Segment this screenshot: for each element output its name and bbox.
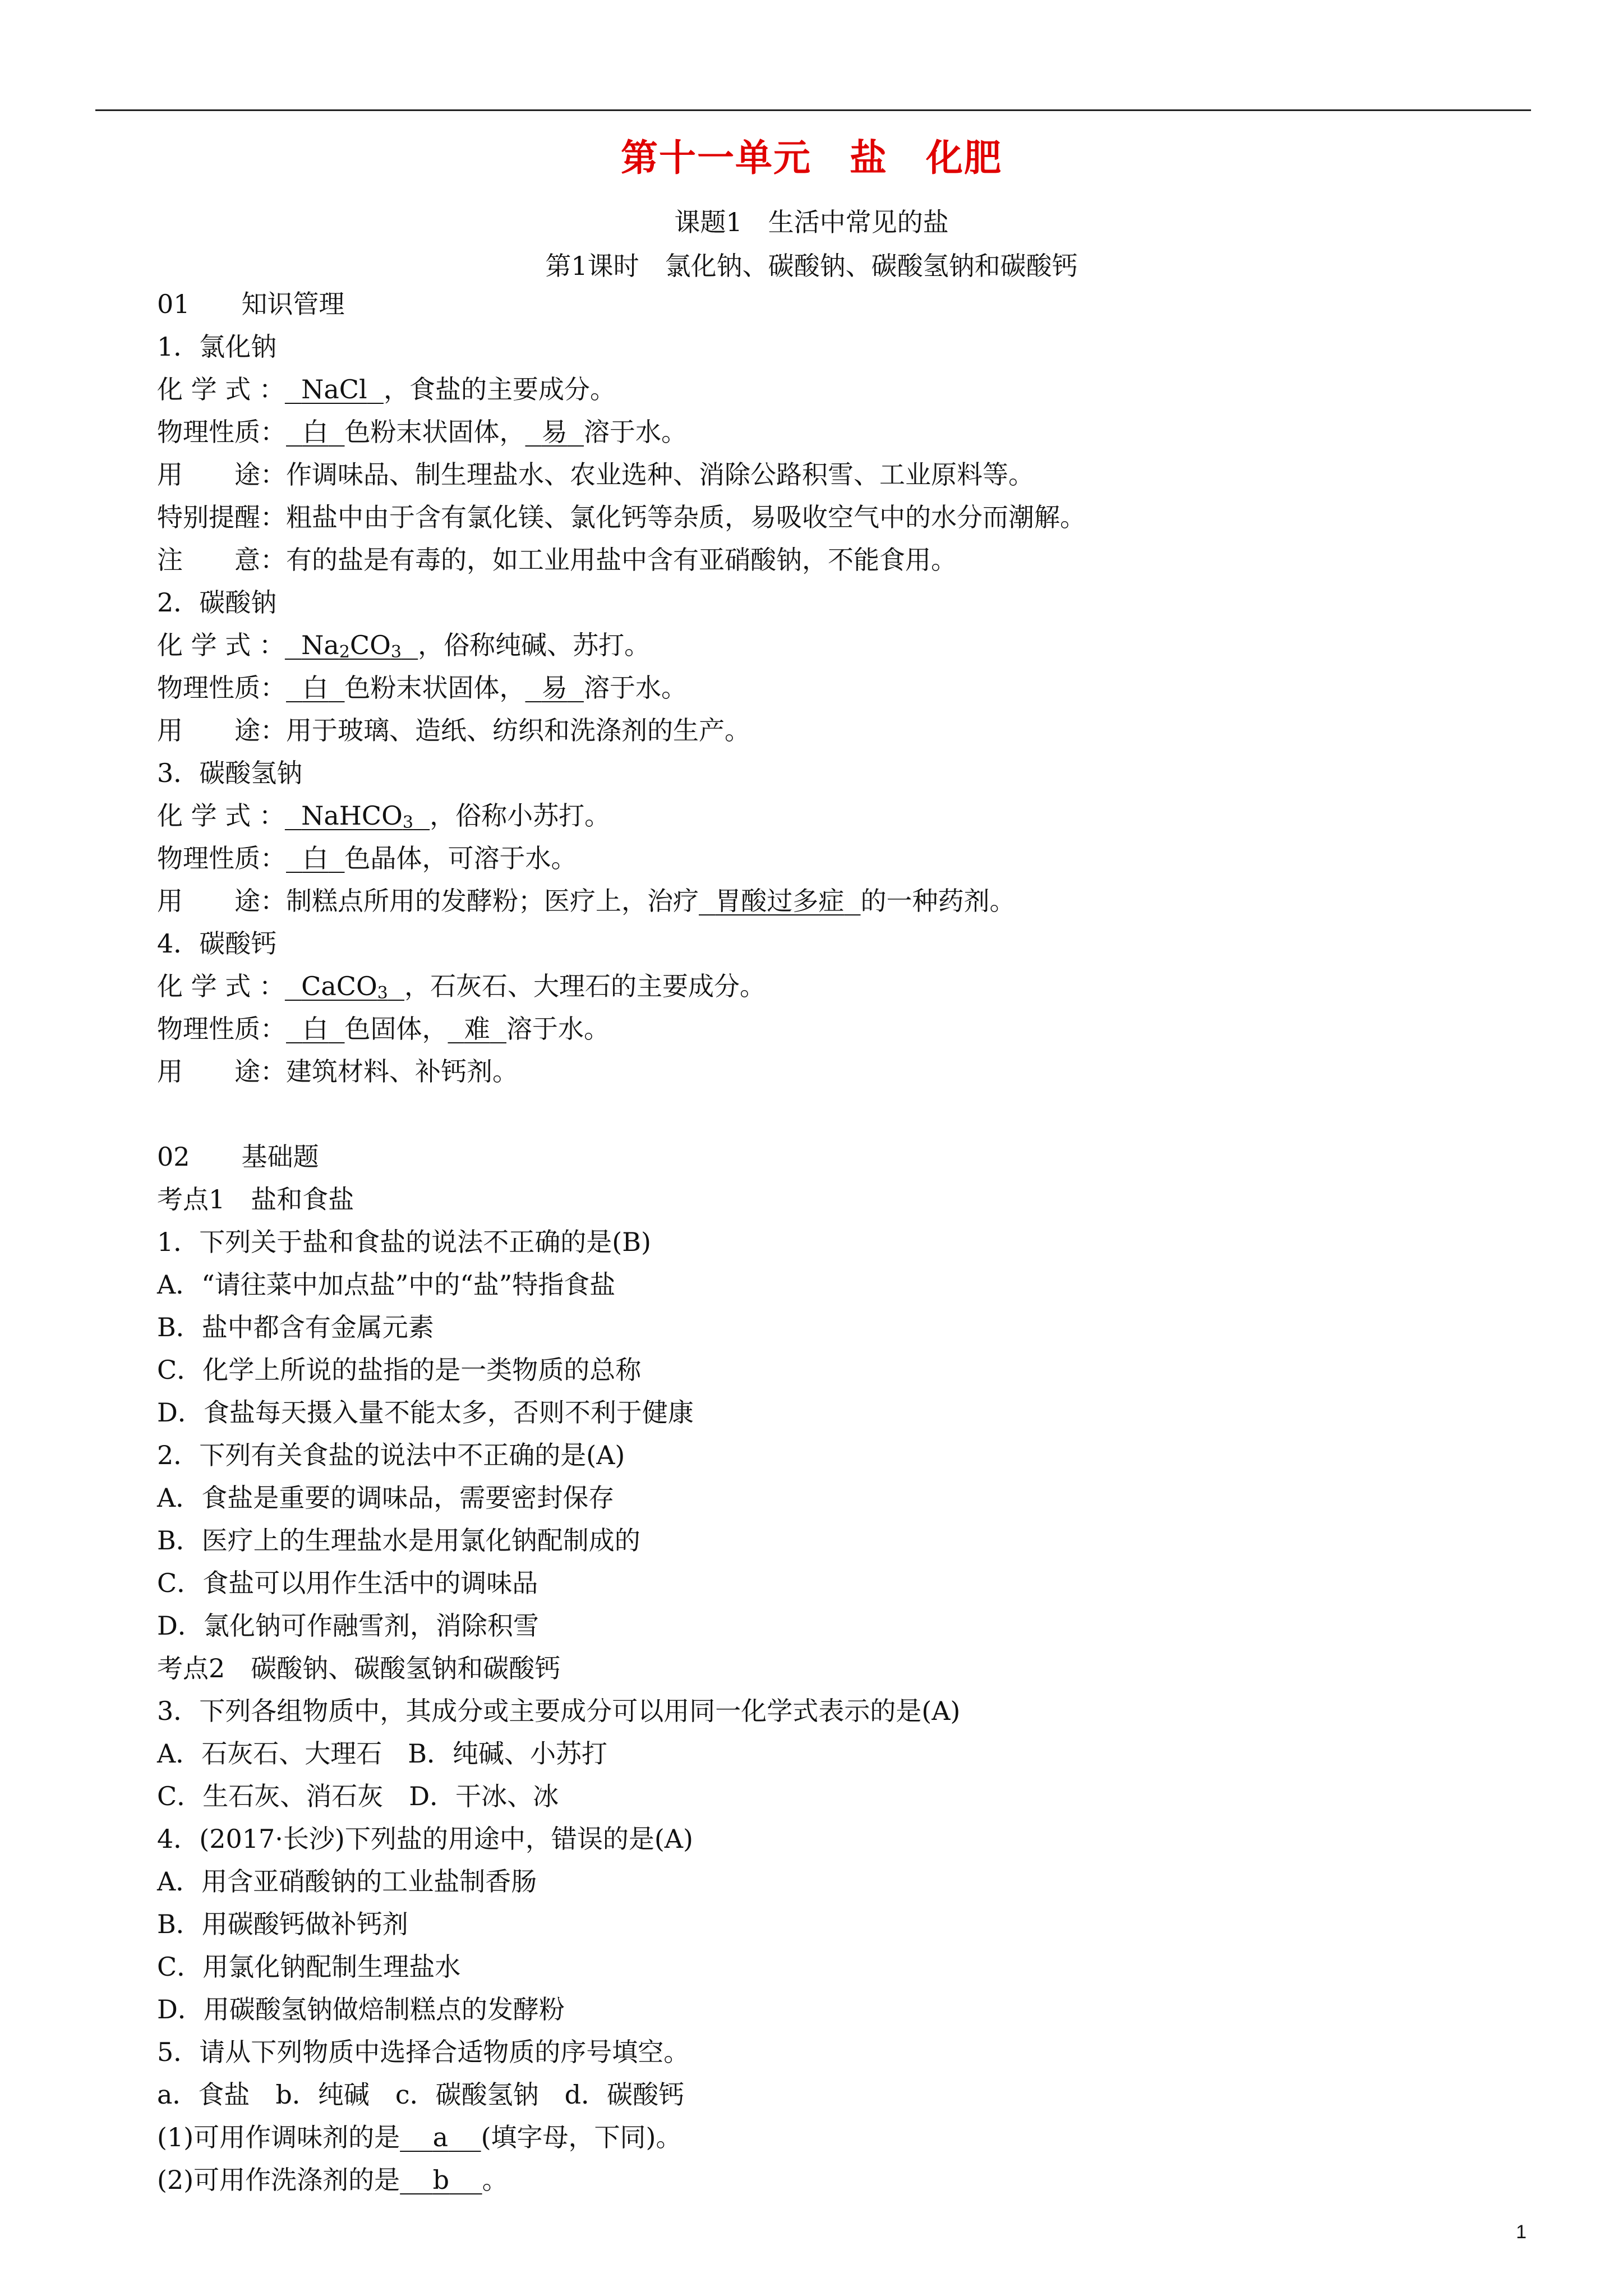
nahco3-heading: 3．碳酸氢钠	[157, 758, 303, 788]
q2-option-a: A．食盐是重要的调味品，需要密封保存	[157, 1483, 615, 1513]
q4-option-d: D．用碳酸氢钠做焙制糕点的发酵粉	[157, 1994, 565, 2024]
na2co3-heading: 2．碳酸钠	[157, 587, 277, 618]
caco3-use-line: 用 途：建筑材料、补钙剂。	[157, 1056, 518, 1087]
q4-option-b: B．用碳酸钙做补钙剂	[157, 1909, 408, 1939]
unit-title: 第十一单元 盐 化肥	[621, 136, 1002, 180]
na2co3-props-line: 物理性质： 白 色粉末状固体， 易 溶于水。	[157, 673, 687, 703]
nacl-note-line: 注 意：有的盐是有毒的，如工业用盐中含有亚硝酸钠，不能食用。	[157, 545, 957, 575]
nahco3-use-line: 用 途：制糕点所用的发酵粉；医疗上，治疗 胃酸过多症 的一种药剂。	[157, 886, 1016, 916]
na2co3-solubility-answer: 易	[541, 673, 568, 703]
q2-option-b: B．医疗上的生理盐水是用氯化钠配制成的	[157, 1525, 640, 1556]
nahco3-use-answer: 胃酸过多症	[715, 886, 845, 916]
na2co3-color-answer: 白	[302, 673, 329, 703]
q5-part1: (1)可用作调味剂的是 a (填字母，下同)。	[157, 2122, 682, 2152]
q2-option-c: C．食盐可以用作生活中的调味品	[157, 1568, 538, 1598]
header-rule	[95, 109, 1531, 111]
na2co3-use-line: 用 途：用于玻璃、造纸、纺织和洗涤剂的生产。	[157, 715, 750, 746]
q5-part1-answer: a	[432, 2122, 449, 2152]
caco3-formula-line: 化 学 式 ： CaCO$_3$ ，石灰石、大理石的主要成分。	[157, 971, 766, 1003]
caco3-props-line: 物理性质： 白 色固体， 难 溶于水。	[157, 1014, 610, 1044]
q1-option-a: A．“请往菜中加点盐”中的“盐”特指食盐	[157, 1269, 616, 1300]
lesson-title: 课题1 生活中常见的盐	[674, 207, 949, 237]
caco3-formula-answer: CaCO$_3$	[301, 971, 388, 1003]
q4-stem: 4．(2017·长沙)下列盐的用途中，错误的是(A)	[157, 1824, 693, 1854]
period-title: 第1课时 氯化钠、碳酸钠、碳酸氢钠和碳酸钙	[545, 251, 1078, 281]
caco3-solubility-answer: 难	[464, 1014, 490, 1044]
q2-option-d: D．氯化钠可作融雪剂，消除积雪	[157, 1611, 539, 1641]
q4-option-a: A．用含亚硝酸钠的工业盐制香肠	[157, 1866, 537, 1897]
kaodian-2: 考点2 碳酸钠、碳酸氢钠和碳酸钙	[157, 1653, 561, 1683]
nacl-color-answer: 白	[302, 417, 329, 447]
nacl-solubility-answer: 易	[541, 417, 568, 447]
na2co3-formula-answer: $Na_2CO_3$	[301, 630, 402, 662]
q5-options: a．食盐 b．纯碱 c．碳酸氢钠 d．碳酸钙	[157, 2079, 685, 2110]
caco3-color-answer: 白	[302, 1014, 329, 1044]
nacl-props-line: 物理性质： 白 色粉末状固体， 易 溶于水。	[157, 417, 687, 447]
q5-part2: (2)可用作洗涤剂的是 b 。	[157, 2165, 508, 2195]
nacl-formula-answer: NaCl	[301, 374, 367, 404]
section-heading-basic: 02 基础题	[157, 1142, 319, 1172]
nahco3-color-answer: 白	[302, 843, 329, 873]
page-number: 1	[1516, 2221, 1527, 2243]
q1-stem: 1．下列关于盐和食盐的说法不正确的是(B)	[157, 1227, 651, 1257]
q5-stem: 5．请从下列物质中选择合适物质的序号填空。	[157, 2037, 690, 2067]
caco3-heading: 4．碳酸钙	[157, 928, 277, 959]
q3-options-cd: C．生石灰、消石灰 D．干冰、冰	[157, 1781, 559, 1811]
nacl-use-line: 用 途：作调味品、制生理盐水、农业选种、消除公路积雪、工业原料等。	[157, 459, 1034, 490]
nahco3-props-line: 物理性质： 白 色晶体，可溶于水。	[157, 843, 577, 873]
q3-options-ab: A．石灰石、大理石 B．纯碱、小苏打	[157, 1738, 608, 1769]
q3-stem: 3．下列各组物质中，其成分或主要成分可以用同一化学式表示的是(A)	[157, 1696, 961, 1726]
nacl-heading: 1．氯化钠	[157, 332, 277, 362]
nacl-formula-line: 化 学 式 ： NaCl ，食盐的主要成分。	[157, 374, 616, 404]
q1-option-c: C．化学上所说的盐指的是一类物质的总称	[157, 1355, 642, 1385]
q1-option-d: D．食盐每天摄入量不能太多，否则不利于健康	[157, 1397, 694, 1428]
na2co3-formula-line: 化 学 式 ： $Na_2CO_3$ ，俗称纯碱、苏打。	[157, 630, 651, 662]
q5-part2-answer: b	[432, 2165, 450, 2195]
q2-stem: 2．下列有关食盐的说法中不正确的是(A)	[157, 1440, 625, 1470]
nahco3-formula-answer: NaHCO$_3$	[301, 800, 413, 832]
q1-option-b: B．盐中都含有金属元素	[157, 1312, 434, 1342]
kaodian-1: 考点1 盐和食盐	[157, 1184, 354, 1214]
nahco3-formula-line: 化 学 式 ： NaHCO$_3$ ，俗称小苏打。	[157, 800, 611, 832]
nacl-tip-line: 特别提醒：粗盐中由于含有氯化镁、氯化钙等杂质，易吸收空气中的水分而潮解。	[157, 502, 1086, 532]
section-heading-knowledge: 01 知识管理	[157, 289, 345, 319]
q4-option-c: C．用氯化钠配制生理盐水	[157, 1952, 461, 1982]
